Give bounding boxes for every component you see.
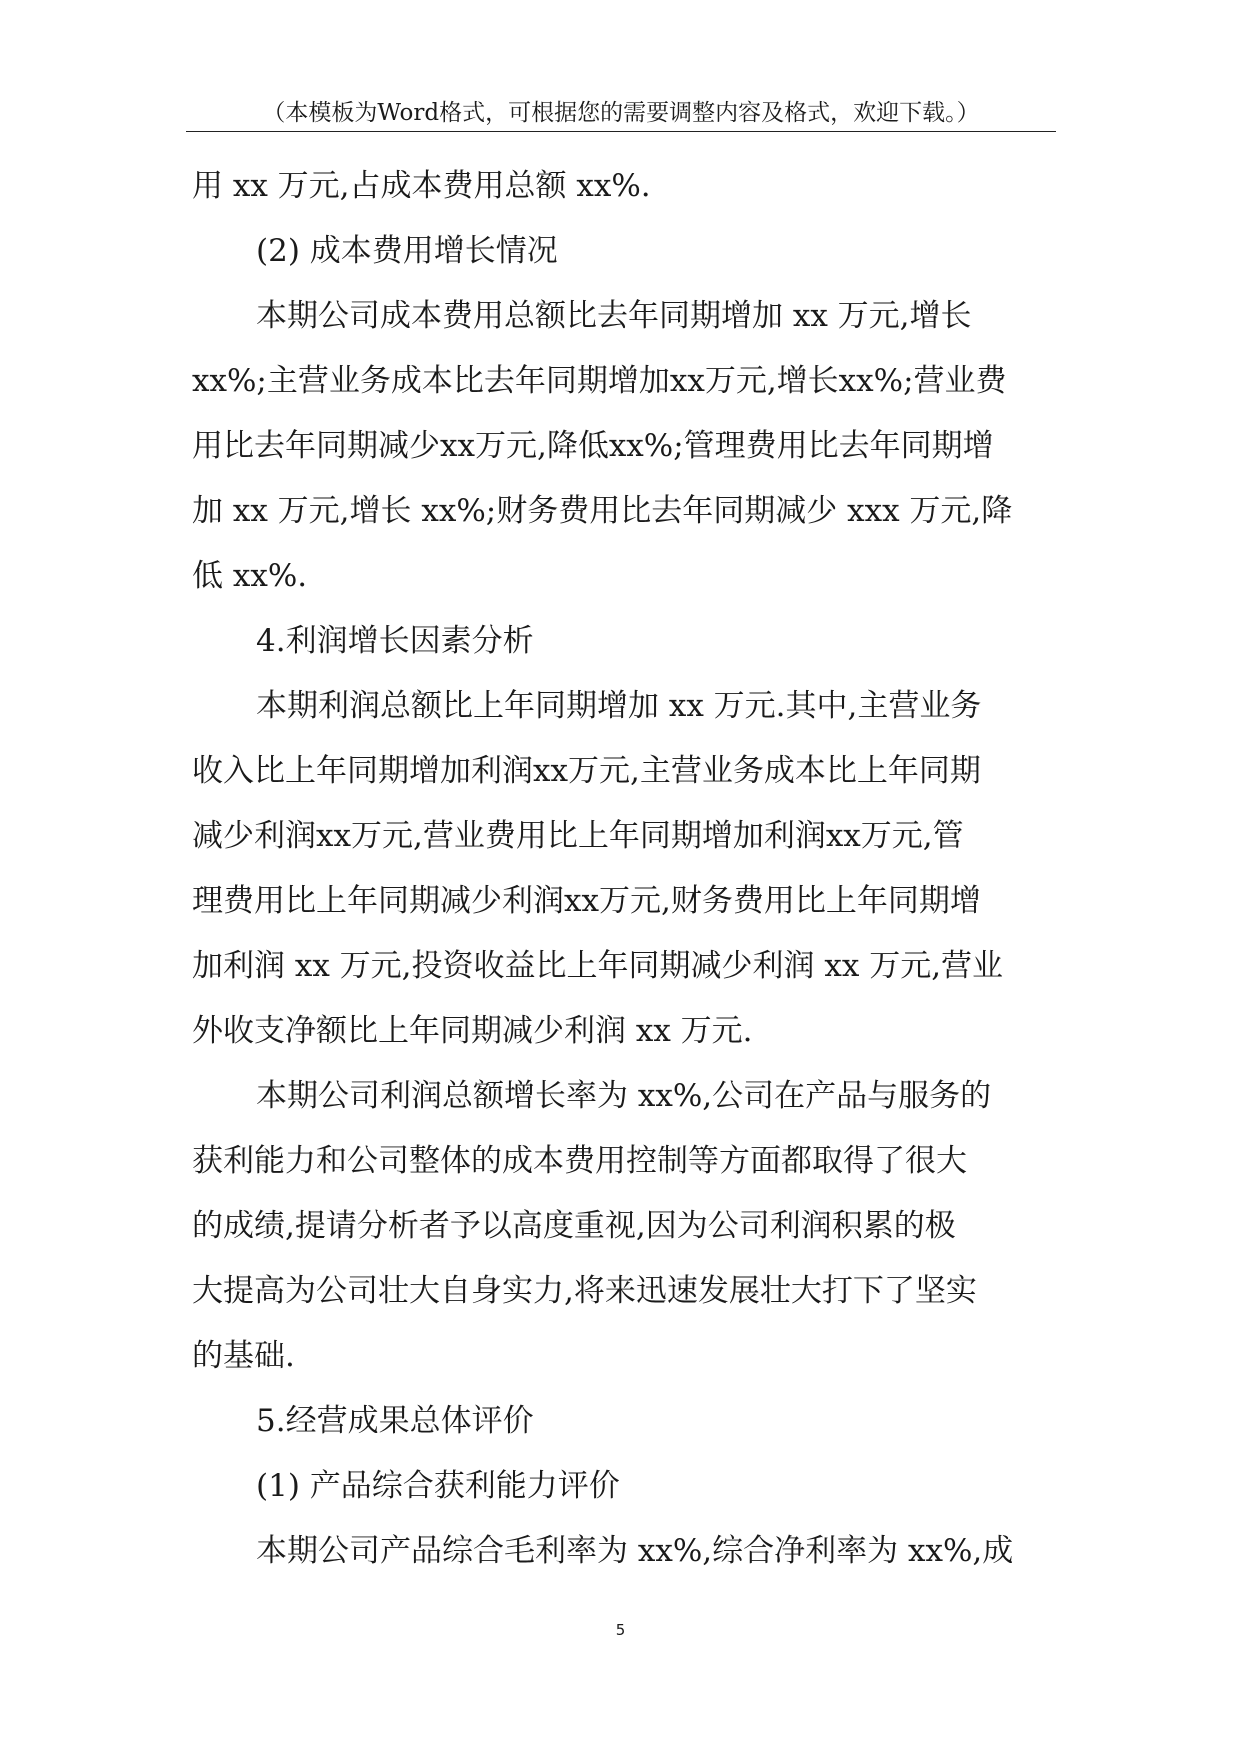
text-line: 的基础. xyxy=(192,1338,295,1374)
text-line: 本期公司利润总额增长率为 xx%,公司在产品与服务的 xyxy=(256,1078,992,1114)
text-line: xx%;主营业务成本比去年同期增加xx万元,增长xx%;营业费 xyxy=(192,363,1007,399)
text-line: 的成绩,提请分析者予以高度重视,因为公司利润积累的极 xyxy=(192,1208,956,1244)
text-line: 减少利润xx万元,营业费用比上年同期增加利润xx万元,管 xyxy=(192,818,964,854)
text-line: 加 xx 万元,增长 xx%;财务费用比去年同期减少 xxx 万元,降 xyxy=(192,493,1013,529)
document-body xyxy=(192,154,1062,1584)
page-number: 5 xyxy=(615,1621,626,1639)
header-note: （本模板为Word格式，可根据您的需要调整内容及格式，欢迎下载。） xyxy=(262,100,980,126)
text-line: 加利润 xx 万元,投资收益比上年同期减少利润 xx 万元,营业 xyxy=(192,948,1004,984)
text-line: 用比去年同期减少xx万元,降低xx%;管理费用比去年同期增 xyxy=(192,428,994,464)
text-line: 理费用比上年同期减少利润xx万元,财务费用比上年同期增 xyxy=(192,883,981,919)
text-line: 外收支净额比上年同期减少利润 xx 万元. xyxy=(192,1013,753,1049)
text-line: 本期利润总额比上年同期增加 xx 万元.其中,主营业务 xyxy=(256,688,982,724)
text-line: 大提高为公司壮大自身实力,将来迅速发展壮大打下了坚实 xyxy=(192,1273,977,1309)
text-line: 用 xx 万元,占成本费用总额 xx%. xyxy=(192,168,651,204)
text-line: 本期公司产品综合毛利率为 xx%,综合净利率为 xx%,成 xyxy=(256,1533,1014,1569)
section-heading: 4.利润增长因素分析 xyxy=(256,623,534,659)
text-line: 低 xx%. xyxy=(192,558,308,594)
text-line: 获利能力和公司整体的成本费用控制等方面都取得了很大 xyxy=(192,1143,967,1179)
section-heading: (1) 产品综合获利能力评价 xyxy=(256,1468,620,1504)
header-divider xyxy=(186,131,1056,132)
section-heading: 5.经营成果总体评价 xyxy=(256,1403,534,1439)
section-heading: (2) 成本费用增长情况 xyxy=(256,233,558,269)
text-line: 本期公司成本费用总额比去年同期增加 xx 万元,增长 xyxy=(256,298,972,334)
text-line: 收入比上年同期增加利润xx万元,主营业务成本比上年同期 xyxy=(192,753,981,789)
